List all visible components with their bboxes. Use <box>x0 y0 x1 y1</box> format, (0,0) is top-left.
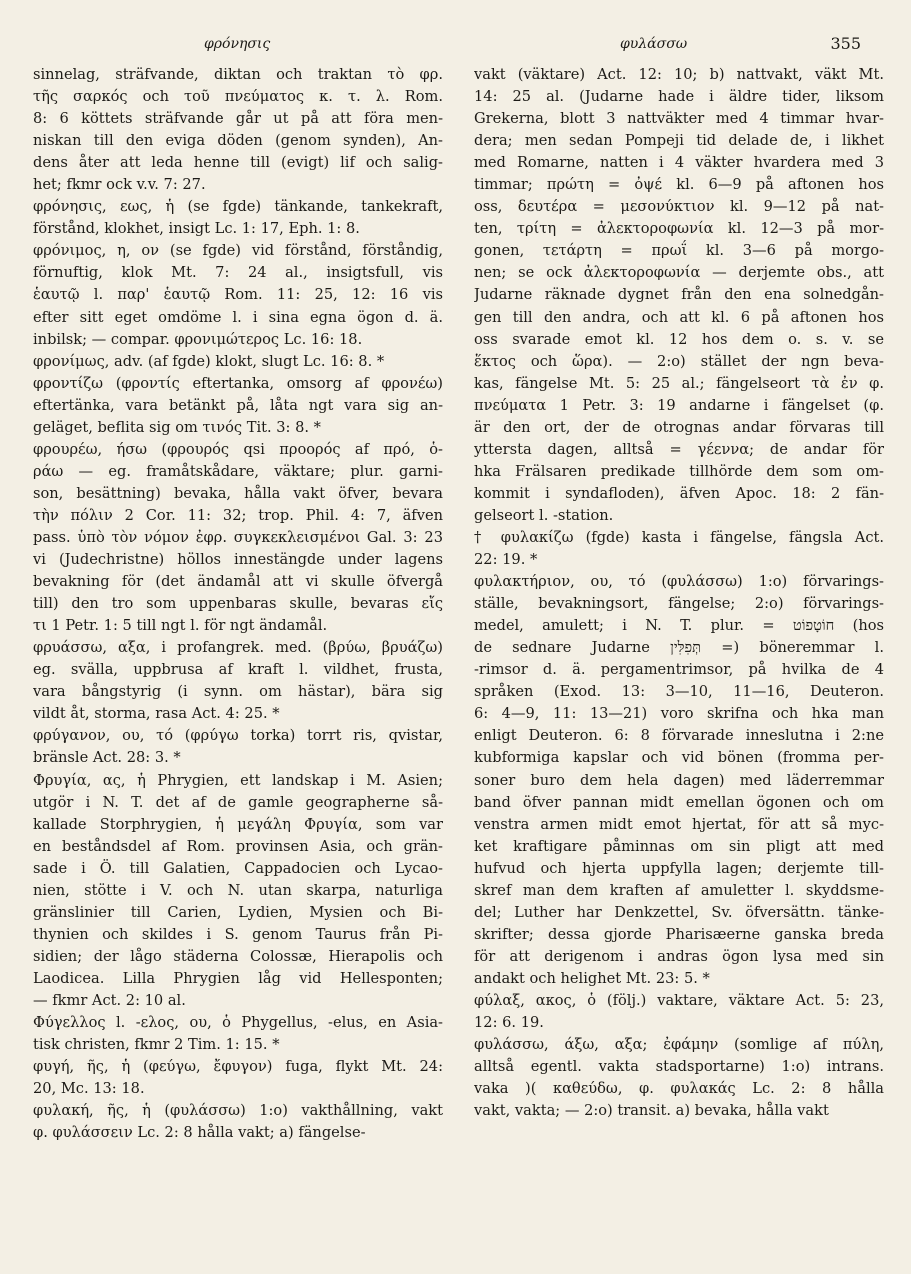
text-line: vara bångstyrig (i synn. om hästar), bära sig <box>33 683 443 701</box>
text-line: Φρυγία, ας, ἡ Phrygien, ett landskap i M. Asien; <box>33 771 443 789</box>
text-line: hufvud och hjerta uppfylla lagen; derjemte till- <box>474 859 884 877</box>
text-line: skref man dem kraften af amuletter l. skyddsme- <box>474 881 884 899</box>
text-line: timmar; πρώτη = ὀψέ kl. 6—9 på aftonen hos <box>474 176 884 194</box>
text-line: 20, Mc. 13: 18. <box>33 1080 145 1098</box>
text-line: för att derigenom i andras ögon lysa med sin <box>474 947 884 965</box>
text-line: nen; se ock ἀλεκτοροφωνία — derjemte obs., att <box>474 264 884 282</box>
text-line: Laodicea. Lilla Phrygien låg vid Hellesponten; <box>33 969 443 987</box>
text-line: Φύγελλος l. -ελος, ου, ὁ Phygellus, -elus, en Asia- <box>33 1014 443 1032</box>
text-line: niskan till den eviga döden (genom synden), An- <box>33 132 443 150</box>
text-line: medel, amulett; i N. T. plur. = חוֹטָפוֹט (hos <box>474 617 884 635</box>
text-line: φυλάσσω, άξω, αξα; ἐφάμην (somlige af πύλη, <box>474 1036 884 1054</box>
text-line: vakt, vakta; — 2:o) transit. a) bevaka, hålla vakt <box>474 1102 829 1120</box>
text-line: φρόνησις, εως, ἡ (se fgde) tänkande, tankekraft, <box>33 198 443 216</box>
text-line: eg. svälla, uppbrusa af kraft l. vildhet, frusta, <box>33 661 443 679</box>
text-line: sade i Ö. till Galatien, Cappadocien och Lycao- <box>33 859 443 877</box>
text-line: 12: 6. 19. <box>474 1014 544 1032</box>
text-line: utgör i N. T. det af de gamle geographerne så- <box>33 793 443 811</box>
page-number: 355 <box>830 34 861 53</box>
text-line: ἕκτος och ὥρα). — 2:o) stället der ngn beva- <box>474 352 884 370</box>
text-line: venstra armen midt emot hjertat, för att så myc- <box>474 815 884 833</box>
text-line: pass. ὑπὸ τὸν νόμον ἐφρ. συγκεκλεισμένοι Gal. 3: 23 <box>33 528 443 546</box>
text-line: 22: 19. * <box>474 551 538 569</box>
text-line: andakt och helighet Mt. 23: 5. * <box>474 969 710 987</box>
text-line: † φυλακίζω (fgde) kasta i fängelse, fängsla Act. <box>474 528 884 546</box>
text-line: en beståndsdel af Rom. provinsen Asia, och grän- <box>33 837 443 855</box>
text-line: φρύγανον, ου, τό (φρύγω torka) torrt ris, qvistar, <box>33 727 443 745</box>
text-line: geläget, beflita sig om τινός Tit. 3: 8. * <box>33 418 321 436</box>
text-line: förnuftig, klok Mt. 7: 24 al., insigtsfull, vis <box>33 264 443 282</box>
text-line: eftertänka, vara betänkt på, låta ngt vara sig an- <box>33 396 443 414</box>
left-guide-word: φρόνησις <box>204 36 271 52</box>
text-line: förstånd, klokhet, insigt Lc. 1: 17, Eph. 1: 8. <box>33 220 360 238</box>
text-line: nien, stötte i V. och N. utan skarpa, naturliga <box>33 881 443 899</box>
text-line: φυλακτήριον, ου, τό (φυλάσσω) 1:o) förvarings- <box>474 573 884 591</box>
text-line: ket kraftigare påminnas om sin pligt att med <box>474 837 884 855</box>
text-line: vi (Judechristne) höllos innestängde under lagens <box>33 551 443 569</box>
text-line: 14: 25 al. (Judarne hade i äldre tider, liksom <box>474 88 884 106</box>
text-line: φύλαξ, ακος, ὁ (följ.) vaktare, väktare Act. 5: 23, <box>474 991 884 1009</box>
text-line: till) den tro som uppenbaras skulle, bevaras εἴς <box>33 595 443 613</box>
text-line: sinnelag, sträfvande, diktan och traktan τὸ φρ. <box>33 66 443 83</box>
text-line: ἑαυτῷ l. παρ' ἑαυτῷ Rom. 11: 25, 12: 16 vis <box>33 286 443 304</box>
text-line: oss svarade emot kl. 12 hos dem o. s. v. se <box>474 330 884 348</box>
text-line: språken (Exod. 13: 3—10, 11—16, Deuteron. <box>474 683 884 701</box>
text-line: ten, τρίτη = ἀλεκτοροφωνία kl. 12—3 på mor- <box>474 220 884 238</box>
text-line: φ. φυλάσσειν Lc. 2: 8 hålla vakt; a) fängelse- <box>33 1124 366 1142</box>
text-line: πνεύματα 1 Petr. 3: 19 andarne i fängelset (φ. <box>474 396 884 414</box>
text-line: ställe, bevakningsort, fängelse; 2:o) förvarings- <box>474 595 884 613</box>
text-line: 6: 4—9, 11: 13—21) voro skrifna och hka man <box>474 705 884 723</box>
text-line: är den ort, der de otrognas andar förvaras till <box>474 418 884 436</box>
text-line: enligt Deuteron. 6: 8 förvarade inneslutna i 2:ne <box>474 727 884 745</box>
text-line: med Romarne, natten i 4 väkter hvardera med 3 <box>474 154 884 172</box>
text-line: φυλακή, ῆς, ἡ (φυλάσσω) 1:o) vakthållning, vakt <box>33 1102 443 1120</box>
text-line: φρόνιμος, η, ον (se fgde) vid förstånd, förståndig, <box>33 242 443 260</box>
text-line: vildt åt, storma, rasa Act. 4: 25. * <box>33 705 280 723</box>
text-line: hka Frälsaren predikade tillhörde dem som om- <box>474 462 884 480</box>
text-line: τῆς σαρκός och τοῦ πνεύματος κ. τ. λ. Rom. <box>33 88 443 106</box>
text-line: ράω — eg. framåtskådare, väktare; plur. garni- <box>33 462 443 480</box>
text-line: φυγή, ῆς, ἡ (φεύγω, ἔφυγον) fuga, flykt Mt. 24: <box>33 1058 443 1076</box>
text-line: φρυάσσω, αξα, i profangrek. med. (βρύω, βρυάζω) <box>33 639 443 657</box>
text-line: Judarne räknade dygnet från den ena solnedgån- <box>474 286 884 304</box>
text-line: het; fkmr ock v.v. 7: 27. <box>33 176 206 194</box>
text-line: efter sitt eget omdöme l. i sina egna ögon d. ä. <box>33 308 443 326</box>
text-line: τὴν πόλιν 2 Cor. 11: 32; trop. Phil. 4: 7, äfven <box>33 506 443 524</box>
text-line: φρουρέω, ήσω (φρουρός qsi προορός af πρό, ὁ- <box>33 440 443 458</box>
text-line: skrifter; dessa gjorde Pharisæerne ganska breda <box>474 925 884 943</box>
text-line: soner buro dem hela dagen) med läderremmar <box>474 771 884 789</box>
left-column <box>33 64 443 1144</box>
running-header <box>0 32 911 58</box>
text-line: kas, fängelse Mt. 5: 25 al.; fängelseort τὰ ἐν φ. <box>474 374 884 392</box>
text-line: gonen, τετάρτη = πρωΐ kl. 3—6 på morgo- <box>474 242 884 260</box>
text-line: thynien och skildes i S. genom Taurus från Pi- <box>33 925 443 943</box>
text-line: inbilsk; — compar. φρονιμώτερος Lc. 16: 18. <box>33 330 363 348</box>
text-line: del; Luther har Denkzettel, Sv. öfversättn. tänke- <box>474 903 884 921</box>
text-line: alltså egentl. vakta stadsportarne) 1:o) intrans. <box>474 1058 884 1076</box>
text-line: gen till den andra, och att kl. 6 på aftonen hos <box>474 308 884 326</box>
text-line: φροντίζω (φροντίς eftertanka, omsorg af φρονέω) <box>33 374 443 392</box>
text-line: son, besättning) bevaka, hålla vakt öfver, bevara <box>33 484 443 502</box>
right-column <box>474 64 884 1122</box>
right-guide-word: φυλάσσω <box>620 36 688 52</box>
text-line: kommit i syndafloden), äfven Apoc. 18: 2 fän- <box>474 484 884 502</box>
text-line: dera; men sedan Pompeji tid delade de, i likhet <box>474 132 884 150</box>
text-line: — fkmr Act. 2: 10 al. <box>33 991 186 1009</box>
text-line: dens åter att leda henne till (evigt) lif och salig- <box>33 154 443 172</box>
text-line: gränslinier till Carien, Lydien, Mysien och Bi- <box>33 903 443 921</box>
text-line: τι 1 Petr. 1: 5 till ngt l. för ngt ändamål. <box>33 617 328 635</box>
text-line: -rimsor d. ä. pergamentrimsor, på hvilka de 4 <box>474 661 884 679</box>
text-line: yttersta dagen, alltså = γέεννα; de andar för <box>474 440 884 458</box>
text-line: kubformiga kapslar och vid bönen (fromma per- <box>474 749 884 767</box>
text-line: vakt (väktare) Act. 12: 10; b) nattvakt, väkt Mt. <box>474 66 884 83</box>
text-line: φρονίμως, adv. (af fgde) klokt, slugt Lc. 16: 8. * <box>33 352 385 370</box>
text-line: de sednare Judarne תְּפִלִּין =) böneremmar l. <box>474 639 884 657</box>
text-line: tisk christen, fkmr 2 Tim. 1: 15. * <box>33 1036 280 1054</box>
text-line: bränsle Act. 28: 3. * <box>33 749 181 767</box>
text-line: oss, δευτέρα = μεσονύκτιον kl. 9—12 på nat- <box>474 198 884 216</box>
text-line: vaka )( καθεύδω, φ. φυλακάς Lc. 2: 8 hålla <box>474 1080 884 1098</box>
text-line: 8: 6 köttets sträfvande går ut på att föra men- <box>33 110 443 128</box>
text-line: Grekerna, blott 3 nattväkter med 4 timmar hvar- <box>474 110 884 128</box>
text-line: sidien; der lågo städerna Colossæ, Hierapolis och <box>33 947 443 965</box>
text-line: gelseort l. -station. <box>474 506 614 524</box>
text-line: kallade Storphrygien, ἡ μεγάλη Φρυγία, som var <box>33 815 443 833</box>
text-line: bevakning för (det ändamål att vi skulle öfvergå <box>33 573 443 591</box>
text-line: band öfver pannan midt emellan ögonen och om <box>474 793 884 811</box>
